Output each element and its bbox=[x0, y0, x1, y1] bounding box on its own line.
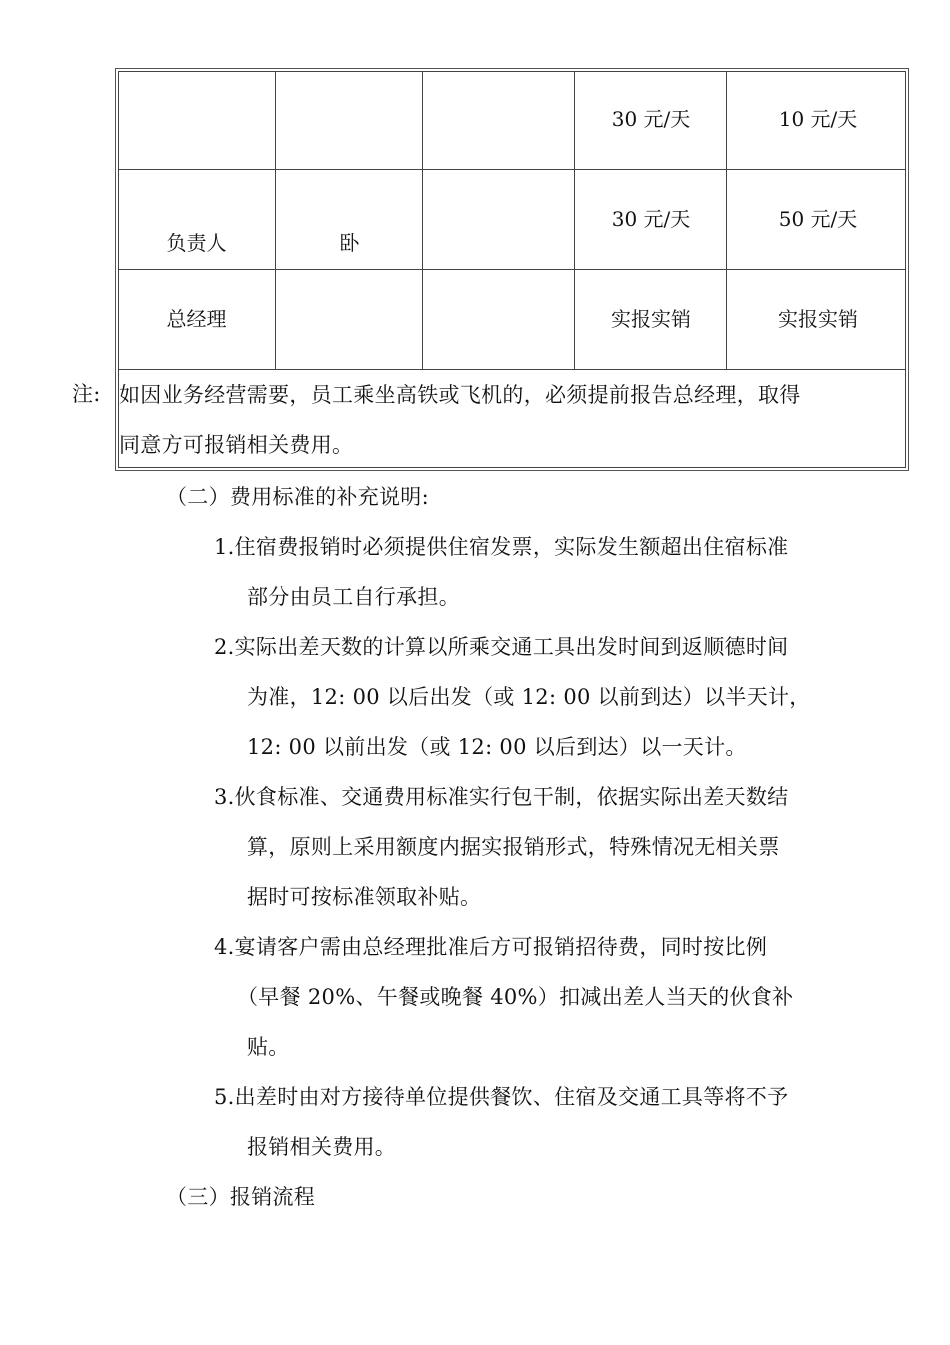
list-item-continuation: 报销相关费用。 bbox=[247, 1135, 397, 1159]
table-col-divider bbox=[422, 71, 423, 369]
list-item: 1.住宿费报销时必须提供住宿发票，实际发生额超出住宿标准 bbox=[214, 535, 789, 559]
list-item: 3.伙食标准、交通费用标准实行包干制，依据实际出差天数结 bbox=[214, 785, 789, 809]
table-cell-role: 总经理 bbox=[166, 307, 227, 331]
list-item-continuation: 部分由员工自行承担。 bbox=[247, 585, 460, 609]
table-row-divider bbox=[118, 169, 906, 170]
expense-standard-table bbox=[115, 68, 909, 471]
table-row-divider bbox=[118, 269, 906, 270]
list-item: 5.出差时由对方接待单位提供餐饮、住宿及交通工具等将不予 bbox=[214, 1085, 789, 1109]
table-cell: 50 元/天 bbox=[778, 207, 858, 231]
table-cell: 10 元/天 bbox=[778, 107, 858, 131]
table-cell: 实报实销 bbox=[611, 307, 691, 331]
list-item-continuation: 12: 00 以前出发（或 12: 00 以后到达）以一天计。 bbox=[247, 735, 747, 759]
table-cell: 卧 bbox=[339, 231, 360, 255]
table-cell-role: 负责人 bbox=[166, 231, 227, 255]
table-cell: 30 元/天 bbox=[611, 207, 691, 231]
list-item-continuation: 贴。 bbox=[247, 1035, 290, 1059]
table-note-line: 同意方可报销相关费用。 bbox=[119, 433, 354, 457]
table-row-divider bbox=[118, 369, 906, 370]
section-heading: （三）报销流程 bbox=[166, 1185, 316, 1209]
list-item-continuation: 算，原则上采用额度内据实报销形式，特殊情况无相关票 bbox=[247, 835, 780, 859]
table-col-divider bbox=[726, 71, 727, 369]
table-cell: 30 元/天 bbox=[611, 107, 691, 131]
table-cell: 实报实销 bbox=[778, 307, 858, 331]
table-col-divider bbox=[275, 71, 276, 369]
note-label: 注: bbox=[72, 382, 101, 406]
table-note-line: 如因业务经营需要，员工乘坐高铁或飞机的，必须提前报告总经理，取得 bbox=[119, 383, 801, 407]
list-item-continuation: 据时可按标准领取补贴。 bbox=[247, 885, 482, 909]
list-item-continuation: 为准，12: 00 以后出发（或 12: 00 以前到达）以半天计， bbox=[247, 685, 811, 709]
list-item: 2.实际出差天数的计算以所乘交通工具出发时间到返顺德时间 bbox=[214, 635, 789, 659]
table-col-divider bbox=[574, 71, 575, 369]
list-item: 4.宴请客户需由总经理批准后方可报销招待费，同时按比例 bbox=[214, 935, 768, 959]
list-item-continuation: （早餐 20%、午餐或晚餐 40%）扣减出差人当天的伙食补 bbox=[237, 985, 794, 1009]
section-heading: （二）费用标准的补充说明: bbox=[166, 485, 429, 509]
